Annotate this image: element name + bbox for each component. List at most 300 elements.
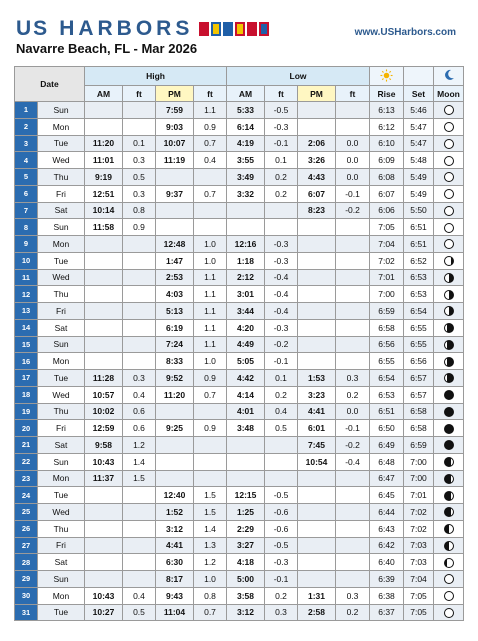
- high-pm-time: [156, 453, 194, 470]
- moon-phase-cell: [434, 336, 464, 353]
- low-am-height: -0.4: [265, 269, 298, 286]
- sunrise-time: 6:09: [370, 152, 404, 169]
- table-row: [15, 236, 464, 253]
- low-am-height: 0.2: [265, 185, 298, 202]
- day-name: Thu: [38, 169, 85, 186]
- day-name: Fri: [38, 537, 85, 554]
- high-am-time: [85, 236, 123, 253]
- low-pm-height: [336, 554, 370, 571]
- low-pm-time: [298, 319, 336, 336]
- day-number: 4: [15, 152, 38, 169]
- day-number: 22: [15, 453, 38, 470]
- sunrise-time: 6:38: [370, 587, 404, 604]
- day-number: 27: [15, 537, 38, 554]
- high-pm-time: 4:03: [156, 286, 194, 303]
- sunrise-time: 7:02: [370, 252, 404, 269]
- table-row: [15, 487, 464, 504]
- low-pm-time: [298, 118, 336, 135]
- table-row: [15, 353, 464, 370]
- high-header: High: [85, 67, 227, 86]
- low-pm-time: [298, 269, 336, 286]
- day-number: 7: [15, 202, 38, 219]
- high-pm-time: 12:48: [156, 236, 194, 253]
- crescent-moon-icon: [443, 69, 455, 81]
- low-pm-time: [298, 571, 336, 588]
- high-am-height: 0.4: [123, 587, 156, 604]
- day-name: Wed: [38, 152, 85, 169]
- sunset-time: 6:56: [404, 353, 434, 370]
- high-pm-time: 9:03: [156, 118, 194, 135]
- low-am-time: [227, 470, 265, 487]
- low-am-time: 3:12: [227, 604, 265, 621]
- day-name: Thu: [38, 286, 85, 303]
- table-row: [15, 420, 464, 437]
- low-pm-height: [336, 504, 370, 521]
- sunrise-time: 6:08: [370, 169, 404, 186]
- high-pm-height: 1.5: [194, 487, 227, 504]
- high-am-height: [123, 118, 156, 135]
- low-am-time: 4:18: [227, 554, 265, 571]
- high-pm-time: [156, 202, 194, 219]
- low-am-time: 4:19: [227, 135, 265, 152]
- low-pm-height: 0.0: [336, 135, 370, 152]
- high-pm-height: 1.1: [194, 102, 227, 119]
- high-pm-height: 0.9: [194, 118, 227, 135]
- low-am-height: -0.3: [265, 252, 298, 269]
- sunset-time: 6:58: [404, 420, 434, 437]
- day-number: 26: [15, 520, 38, 537]
- high-am-time: 9:58: [85, 437, 123, 454]
- high-am-height: [123, 353, 156, 370]
- high-am-time: 9:19: [85, 169, 123, 186]
- moon-phase-cell: [434, 487, 464, 504]
- table-row: [15, 202, 464, 219]
- sunset-time: 6:57: [404, 386, 434, 403]
- low-pm-time: 3:23: [298, 386, 336, 403]
- day-number: 29: [15, 571, 38, 588]
- high-pm-height: 0.9: [194, 420, 227, 437]
- high-am-time: 11:37: [85, 470, 123, 487]
- high-pm-height: 1.1: [194, 286, 227, 303]
- moon-phase-icon: [444, 457, 454, 467]
- low-pm-time: 3:26: [298, 152, 336, 169]
- low-am-time: 3:49: [227, 169, 265, 186]
- high-am-height: [123, 487, 156, 504]
- low-pm-height: [336, 269, 370, 286]
- sunrise-time: 6:10: [370, 135, 404, 152]
- table-row: [15, 152, 464, 169]
- high-pm-height: 0.4: [194, 152, 227, 169]
- day-number: 31: [15, 604, 38, 621]
- sunrise-time: 6:44: [370, 504, 404, 521]
- high-pm-time: 11:20: [156, 386, 194, 403]
- day-name: Mon: [38, 118, 85, 135]
- sunrise-time: 6:43: [370, 520, 404, 537]
- sunrise-time: 6:50: [370, 420, 404, 437]
- flag-icon: [223, 22, 233, 36]
- low-am-time: [227, 202, 265, 219]
- low-pm-time: [298, 470, 336, 487]
- day-number: 9: [15, 236, 38, 253]
- low-am-height: 0.5: [265, 420, 298, 437]
- moon-phase-icon: [444, 608, 454, 618]
- flag-icon: [235, 22, 245, 36]
- high-am-header: AM: [85, 86, 123, 102]
- sunrise-time: 7:04: [370, 236, 404, 253]
- day-number: 14: [15, 319, 38, 336]
- high-pm-height: 1.3: [194, 537, 227, 554]
- low-am-time: 3:55: [227, 152, 265, 169]
- high-pm-height: [194, 169, 227, 186]
- high-am-height: 0.4: [123, 386, 156, 403]
- sunrise-time: 6:58: [370, 319, 404, 336]
- day-number: 21: [15, 437, 38, 454]
- low-pm-height: [336, 336, 370, 353]
- high-am-height: 0.5: [123, 604, 156, 621]
- high-pm-height: [194, 453, 227, 470]
- sun-icon-header: [370, 67, 404, 86]
- moon-phase-cell: [434, 185, 464, 202]
- high-am-height: 1.2: [123, 437, 156, 454]
- high-am-height: [123, 269, 156, 286]
- low-am-height: [265, 202, 298, 219]
- high-pm-time: 9:43: [156, 587, 194, 604]
- low-am-height: -0.4: [265, 286, 298, 303]
- low-am-time: 4:42: [227, 370, 265, 387]
- table-row: [15, 537, 464, 554]
- low-am-time: 4:49: [227, 336, 265, 353]
- low-pm-height: 0.2: [336, 604, 370, 621]
- sunrise-time: 6:55: [370, 353, 404, 370]
- moon-phase-icon: [444, 290, 454, 300]
- low-am-time: 5:33: [227, 102, 265, 119]
- high-am-time: [85, 252, 123, 269]
- table-row: [15, 102, 464, 119]
- day-name: Tue: [38, 604, 85, 621]
- sun-icon-header-spacer: [404, 67, 434, 86]
- high-am-height: 0.3: [123, 185, 156, 202]
- moon-phase-icon: [444, 524, 454, 534]
- high-pm-height: [194, 470, 227, 487]
- sunset-time: 7:00: [404, 470, 434, 487]
- high-pm-height: 0.7: [194, 604, 227, 621]
- moon-phase-cell: [434, 470, 464, 487]
- day-number: 5: [15, 169, 38, 186]
- low-pm-time: 2:58: [298, 604, 336, 621]
- low-am-header: AM: [227, 86, 265, 102]
- high-pm-time: [156, 437, 194, 454]
- sunrise-time: 7:05: [370, 219, 404, 236]
- moon-phase-icon: [444, 323, 454, 333]
- low-pm-height: [336, 219, 370, 236]
- moon-phase-cell: [434, 403, 464, 420]
- moon-phase-icon: [444, 373, 454, 383]
- moon-phase-cell: [434, 504, 464, 521]
- website-link[interactable]: www.USHarbors.com: [354, 27, 456, 38]
- low-pm-time: [298, 219, 336, 236]
- sunset-time: 5:47: [404, 135, 434, 152]
- sunset-time: 6:51: [404, 236, 434, 253]
- high-pm-time: 1:52: [156, 504, 194, 521]
- sunrise-time: 6:40: [370, 554, 404, 571]
- sunset-time: 6:53: [404, 286, 434, 303]
- day-number: 13: [15, 303, 38, 320]
- moon-phase-cell: [434, 353, 464, 370]
- high-am-time: [85, 504, 123, 521]
- day-name: Sun: [38, 336, 85, 353]
- high-pm-time: 8:33: [156, 353, 194, 370]
- low-am-time: 6:14: [227, 118, 265, 135]
- high-am-height: [123, 102, 156, 119]
- low-am-time: [227, 219, 265, 236]
- moon-phase-cell: [434, 604, 464, 621]
- table-row: [15, 554, 464, 571]
- low-pm-time: [298, 336, 336, 353]
- moon-phase-cell: [434, 152, 464, 169]
- low-pm-height: [336, 571, 370, 588]
- day-name: Sat: [38, 437, 85, 454]
- high-am-time: 12:51: [85, 185, 123, 202]
- day-name: Sat: [38, 554, 85, 571]
- high-pm-time: 3:12: [156, 520, 194, 537]
- table-row: [15, 386, 464, 403]
- moon-phase-icon: [444, 172, 454, 182]
- low-am-time: [227, 453, 265, 470]
- low-am-height: -0.3: [265, 236, 298, 253]
- high-am-time: 10:43: [85, 587, 123, 604]
- low-am-height: -0.2: [265, 336, 298, 353]
- low-am-time: 2:29: [227, 520, 265, 537]
- high-am-time: [85, 102, 123, 119]
- low-header: Low: [227, 67, 370, 86]
- low-am-time: 2:12: [227, 269, 265, 286]
- high-am-time: [85, 537, 123, 554]
- low-pm-height: -0.1: [336, 185, 370, 202]
- high-pm-height: 1.4: [194, 520, 227, 537]
- high-pm-height: 0.9: [194, 370, 227, 387]
- day-name: Mon: [38, 236, 85, 253]
- sun-icon: [380, 69, 393, 82]
- flag-icon: [247, 22, 257, 36]
- low-pm-height: [336, 118, 370, 135]
- low-am-height: [265, 453, 298, 470]
- sunrise-time: 6:54: [370, 370, 404, 387]
- day-name: Sun: [38, 219, 85, 236]
- low-am-height: -0.3: [265, 319, 298, 336]
- sunrise-time: 7:00: [370, 286, 404, 303]
- day-name: Tue: [38, 487, 85, 504]
- low-am-time: 3:32: [227, 185, 265, 202]
- low-pm-height: 0.2: [336, 386, 370, 403]
- low-am-height: 0.2: [265, 169, 298, 186]
- moon-phase-cell: [434, 370, 464, 387]
- moon-phase-icon: [444, 558, 454, 568]
- table-row: [15, 118, 464, 135]
- day-name: Wed: [38, 386, 85, 403]
- sunset-time: 6:54: [404, 303, 434, 320]
- day-name: Wed: [38, 269, 85, 286]
- high-pm-time: 8:17: [156, 571, 194, 588]
- moon-phase-cell: [434, 169, 464, 186]
- high-pm-height: 1.0: [194, 571, 227, 588]
- high-pm-height: 1.1: [194, 303, 227, 320]
- high-am-time: 11:58: [85, 219, 123, 236]
- high-pm-time: 11:04: [156, 604, 194, 621]
- day-number: 30: [15, 587, 38, 604]
- moon-phase-icon: [444, 306, 454, 316]
- moon-phase-icon: [444, 122, 454, 132]
- sunset-time: 7:00: [404, 453, 434, 470]
- low-pm-time: [298, 487, 336, 504]
- sunset-time: 7:04: [404, 571, 434, 588]
- sunset-time: 7:01: [404, 487, 434, 504]
- table-row: [15, 303, 464, 320]
- table-row: [15, 336, 464, 353]
- day-number: 18: [15, 386, 38, 403]
- high-pm-height: 1.1: [194, 269, 227, 286]
- moon-phase-icon: [444, 390, 454, 400]
- high-pm-time: 6:30: [156, 554, 194, 571]
- high-pm-height: 0.7: [194, 386, 227, 403]
- sunrise-time: 6:48: [370, 453, 404, 470]
- low-pm-height: [336, 303, 370, 320]
- high-pm-time: 7:59: [156, 102, 194, 119]
- low-pm-time: [298, 504, 336, 521]
- moon-phase-cell: [434, 537, 464, 554]
- high-pm-height: 1.1: [194, 319, 227, 336]
- high-pm-height: 0.8: [194, 587, 227, 604]
- day-name: Wed: [38, 504, 85, 521]
- moon-phase-icon: [444, 206, 454, 216]
- day-number: 20: [15, 420, 38, 437]
- day-number: 16: [15, 353, 38, 370]
- day-name: Thu: [38, 520, 85, 537]
- moon-phase-cell: [434, 219, 464, 236]
- high-am-time: 10:43: [85, 453, 123, 470]
- day-number: 17: [15, 370, 38, 387]
- sunset-time: 5:50: [404, 202, 434, 219]
- low-pm-height: -0.2: [336, 202, 370, 219]
- sunrise-time: 6:59: [370, 303, 404, 320]
- low-am-ft-header: ft: [265, 86, 298, 102]
- moon-phase-icon: [444, 491, 454, 501]
- moon-phase-icon: [444, 357, 454, 367]
- day-name: Fri: [38, 185, 85, 202]
- high-pm-height: 0.7: [194, 135, 227, 152]
- low-am-height: -0.1: [265, 135, 298, 152]
- flag-icon: [199, 22, 209, 36]
- sunset-time: 5:49: [404, 185, 434, 202]
- low-pm-time: 4:43: [298, 169, 336, 186]
- moon-phase-icon: [444, 105, 454, 115]
- sunset-time: 6:51: [404, 219, 434, 236]
- table-row: [15, 403, 464, 420]
- low-pm-height: -0.2: [336, 437, 370, 454]
- day-name: Thu: [38, 403, 85, 420]
- high-pm-time: 6:19: [156, 319, 194, 336]
- day-name: Sun: [38, 453, 85, 470]
- sunset-time: 6:58: [404, 403, 434, 420]
- low-pm-height: [336, 470, 370, 487]
- high-pm-height: 1.0: [194, 353, 227, 370]
- sunset-time: 5:48: [404, 152, 434, 169]
- high-pm-time: 5:13: [156, 303, 194, 320]
- high-am-height: [123, 537, 156, 554]
- high-pm-height: 0.7: [194, 185, 227, 202]
- moon-phase-cell: [434, 520, 464, 537]
- high-pm-time: 9:52: [156, 370, 194, 387]
- low-am-time: 3:44: [227, 303, 265, 320]
- low-am-time: 5:00: [227, 571, 265, 588]
- table-row: [15, 252, 464, 269]
- rise-header: Rise: [370, 86, 404, 102]
- low-pm-time: 8:23: [298, 202, 336, 219]
- low-pm-time: 2:06: [298, 135, 336, 152]
- table-row: [15, 470, 464, 487]
- sunset-time: 6:55: [404, 319, 434, 336]
- day-number: 2: [15, 118, 38, 135]
- high-am-time: [85, 319, 123, 336]
- day-name: Fri: [38, 303, 85, 320]
- table-row: [15, 453, 464, 470]
- day-number: 11: [15, 269, 38, 286]
- moon-phase-cell: [434, 269, 464, 286]
- low-am-height: 0.1: [265, 152, 298, 169]
- sunrise-time: 6:13: [370, 102, 404, 119]
- moon-phase-cell: [434, 286, 464, 303]
- low-pm-time: [298, 303, 336, 320]
- day-number: 3: [15, 135, 38, 152]
- brand-logo: [16, 17, 269, 41]
- date-header: Date: [15, 67, 85, 102]
- moon-phase-icon: [444, 189, 454, 199]
- sunset-time: 7:02: [404, 504, 434, 521]
- high-am-height: [123, 236, 156, 253]
- sunset-time: 7:02: [404, 520, 434, 537]
- sunrise-time: 6:56: [370, 336, 404, 353]
- sunrise-time: 6:07: [370, 185, 404, 202]
- day-number: 12: [15, 286, 38, 303]
- moon-phase-icon: [444, 507, 454, 517]
- low-pm-height: [336, 102, 370, 119]
- high-pm-height: [194, 202, 227, 219]
- high-pm-time: 7:24: [156, 336, 194, 353]
- high-am-time: [85, 487, 123, 504]
- moon-phase-cell: [434, 236, 464, 253]
- moon-phase-cell: [434, 453, 464, 470]
- low-pm-height: -0.1: [336, 420, 370, 437]
- moon-phase-icon: [444, 223, 454, 233]
- high-am-height: [123, 504, 156, 521]
- high-am-time: [85, 118, 123, 135]
- high-am-time: 11:01: [85, 152, 123, 169]
- high-am-time: [85, 286, 123, 303]
- page-title: Navarre Beach, FL - Mar 2026: [16, 41, 198, 56]
- high-am-height: [123, 571, 156, 588]
- high-am-time: [85, 520, 123, 537]
- signal-flags-icon: [199, 22, 269, 36]
- sunrise-time: 6:39: [370, 571, 404, 588]
- low-pm-height: [336, 537, 370, 554]
- high-am-ft-header: ft: [123, 86, 156, 102]
- low-pm-header: PM: [298, 86, 336, 102]
- high-am-time: [85, 269, 123, 286]
- low-pm-height: 0.3: [336, 587, 370, 604]
- sunset-time: 6:55: [404, 336, 434, 353]
- moon-phase-icon: [444, 574, 454, 584]
- low-pm-height: [336, 353, 370, 370]
- moon-phase-cell: [434, 252, 464, 269]
